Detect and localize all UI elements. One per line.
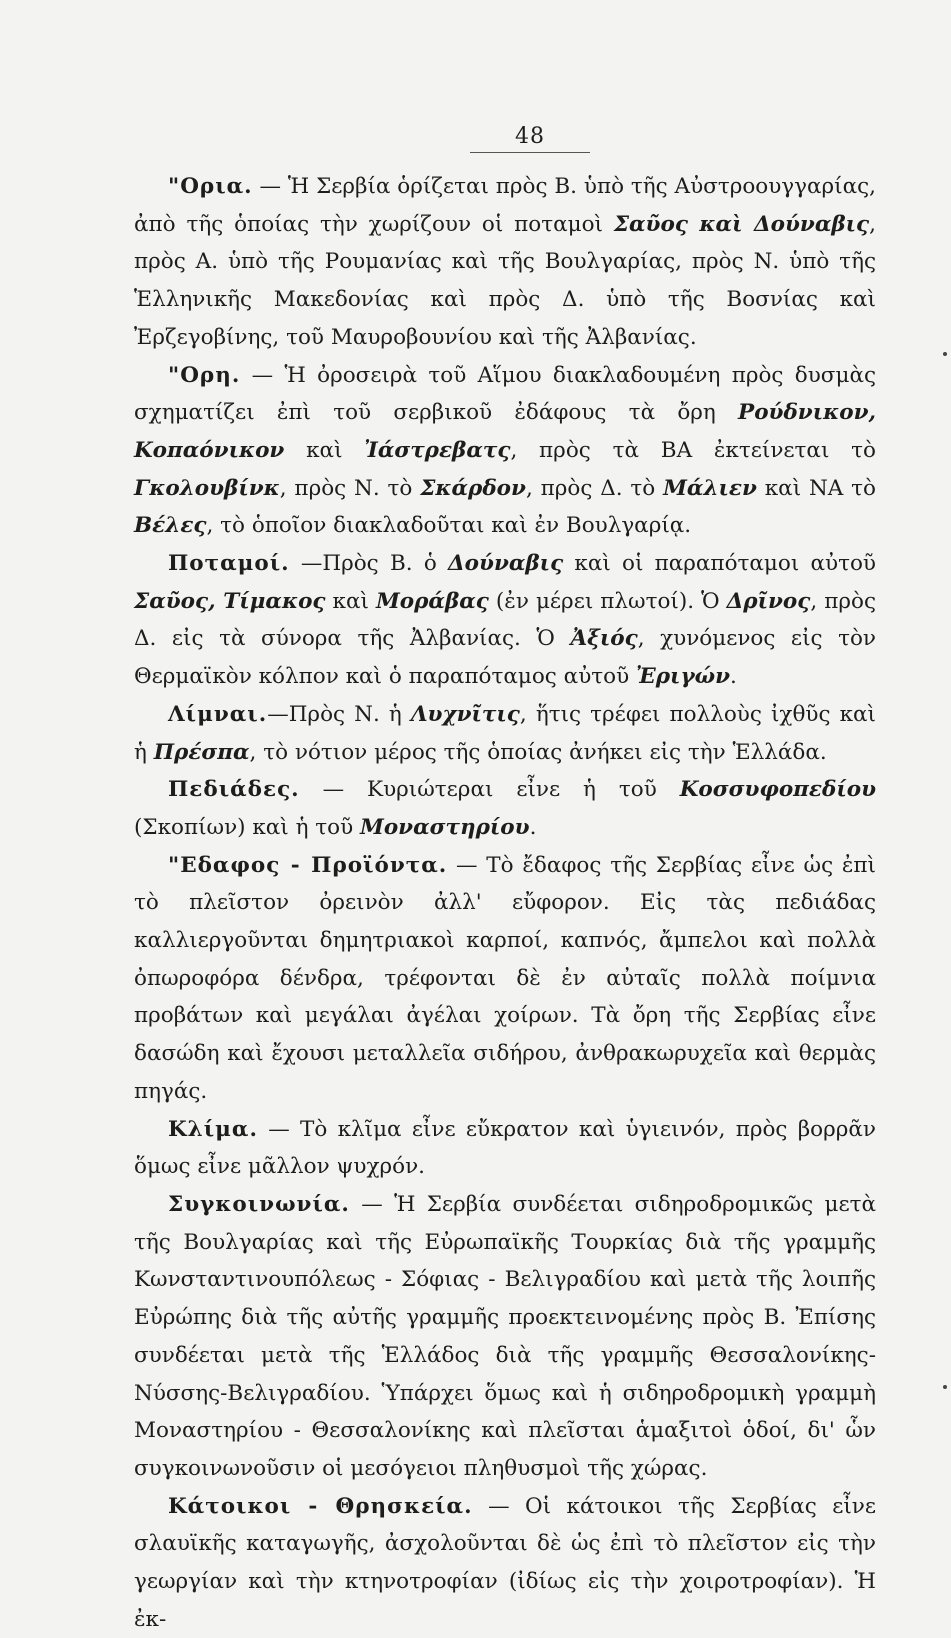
section-heading: "Ορη. bbox=[168, 362, 241, 388]
text-run: — Ἡ ὀροσειρὰ τοῦ Αἵμου διακλαδουμένη πρὸς δυσμὰς σχηματίζει ἐπὶ τοῦ σερβικοῦ ἐδάφους τὰ ὄρη bbox=[134, 362, 876, 426]
section-heading: Λίμναι. bbox=[168, 701, 268, 727]
paragraph bbox=[134, 847, 876, 1111]
paragraph bbox=[134, 545, 876, 696]
text-run: καὶ bbox=[325, 588, 376, 614]
paragraph bbox=[134, 696, 876, 771]
section-heading: "Ορια. bbox=[168, 174, 253, 199]
text-run: , χυνόμενος εἰς τὸν Θερμαϊκὸν κόλπον καὶ ὁ παραπόταμος αὐτοῦ bbox=[134, 626, 876, 690]
section-heading: Κλίμα. bbox=[168, 1116, 258, 1142]
proper-name: Πρέσπα bbox=[153, 739, 250, 765]
text-run: καὶ bbox=[284, 437, 365, 463]
proper-name: Λυχνῖτις bbox=[410, 701, 520, 727]
text-run: , ἥτις τρέφει πολλοὺς ἰχθῦς καὶ ἡ bbox=[134, 701, 876, 765]
section-heading: Πεδιάδες. bbox=[168, 777, 300, 803]
page-number-rule bbox=[470, 152, 590, 153]
paragraph bbox=[134, 1186, 876, 1488]
paragraph bbox=[134, 1488, 876, 1638]
text-run: . bbox=[529, 814, 537, 840]
text-run: —Πρὸς Ν. ἡ bbox=[267, 701, 411, 727]
proper-name: Σαῦος καὶ Δούναβις bbox=[613, 211, 870, 237]
proper-name: Ἐριγών bbox=[636, 664, 731, 690]
text-run: , πρὸς Ν. τὸ bbox=[279, 475, 421, 501]
text-run: , πρὸς Α. ὑπὸ τῆς Ρουμανίας καὶ τῆς Βουλγαρίας, πρὸς Ν. ὑπὸ τῆς Ἑλληνικῆς Μακεδονίας καὶ πρὸς Δ. ὑπὸ τῆς Βοσνίας καὶ Ἐρζεγοβίνης, τοῦ Μαυροβουνίου καὶ τῆς Ἀλβανίας. bbox=[134, 211, 876, 350]
text-run: (Σκοπίων) καὶ ἡ τοῦ bbox=[134, 814, 361, 840]
proper-name: Σαῦος, Τίμακος bbox=[134, 588, 326, 614]
text-run: — Ἡ Σερβία συνδέεται σιδηροδρομικῶς μετὰ τῆς Βουλγαρίας καὶ τῆς Εὐρωπαϊκῆς Τουρκίας διὰ τῆς γραμμῆς Κωνσταντινουπόλεως - Σόφιας - Βελιγραδίου καὶ μετὰ τῆς λοιπῆς Εὐρώπης διὰ τῆς αὐτῆς γραμμῆς προεκτεινομένης πρὸς Β. Ἐπίσης συνδέεται μετὰ τῆς Ἑλλάδος διὰ τῆς γραμμῆς Θεσσαλονίκης-Νύσσης-Βελιγραδίου. Ὑπάρχει ὅμως καὶ ἡ σιδηροδρομικὴ γραμμὴ Μοναστηρίου - Θεσσαλονίκης καὶ πλεῖσται ἁμαξιτοὶ ὁδοί, δι' ὧν συγκοινωνοῦσιν οἱ μεσόγειοι πληθυσμοὶ τῆς χώρας. bbox=[134, 1191, 876, 1481]
paragraph bbox=[134, 1111, 876, 1186]
proper-name: Μάλιεν bbox=[663, 475, 757, 501]
proper-name: Κοσσυφοπεδίου bbox=[679, 777, 876, 803]
section-heading: Κάτοικοι - Θρησκεία. bbox=[168, 1493, 473, 1519]
proper-name: Ρούδνικον, Κοπαόνικον bbox=[134, 400, 876, 463]
body-text bbox=[134, 168, 876, 1638]
text-run: — Οἱ κάτοικοι τῆς Σερβίας εἶνε σλαυϊκῆς καταγωγῆς, ἀσχολοῦνται δὲ ὡς ἐπὶ τὸ πλεῖστον εἰς τὴν γεωργίαν καὶ τὴν κτηνοτροφίαν (ἰδίως εἰς τὴν χοιροτροφίαν). Ἡ ἐκ- bbox=[134, 1493, 876, 1632]
text-run: — Κυριώτεραι εἶνε ἡ τοῦ bbox=[299, 777, 680, 803]
text-run: , πρὸς τὰ ΒΑ ἐκτείνεται τὸ bbox=[510, 437, 876, 463]
margin-dot bbox=[943, 1385, 947, 1389]
section-heading: Ποταμοί. bbox=[168, 551, 290, 577]
text-run: καὶ οἱ παραπόταμοι αὐτοῦ bbox=[563, 551, 876, 577]
text-run: — Τὸ κλῖμα εἶνε εὔκρατον καὶ ὑγιεινόν, πρὸς βορρᾶν ὅμως εἶνε μᾶλλον ψυχρόν. bbox=[134, 1116, 876, 1180]
text-run: — Ἡ Σερβία ὁρίζεται πρὸς Β. ὑπὸ τῆς Αὐστροουγγαρίας, ἀπὸ τῆς ὁποίας τὴν χωρίζουν οἱ ποταμοὶ bbox=[134, 174, 876, 237]
text-run: καὶ ΝΑ τὸ bbox=[756, 475, 876, 501]
text-run: , τὸ ὁποῖον διακλαδοῦται καὶ ἐν Βουλγαρίᾳ. bbox=[206, 513, 692, 539]
text-run: , πρὸς Δ. τὸ bbox=[525, 475, 664, 501]
proper-name: Σκάρδον bbox=[420, 475, 526, 501]
section-heading: Συγκοινωνία. bbox=[168, 1191, 350, 1217]
proper-name: Μοράβας bbox=[375, 588, 489, 614]
text-run: — Τὸ ἔδαφος τῆς Σερβίας εἶνε ὡς ἐπὶ τὸ πλεῖστον ὀρεινὸν ἀλλ' εὔφορον. Εἰς τὰς πεδιάδας καλλιεργοῦνται δημητριακοὶ καρποί, καπνός, ἄμπελοι καὶ πολλὰ ὀπωροφόρα δένδρα, τρέφονται δὲ ἐν αὐταῖς πολλὰ ποίμνια προβάτων καὶ μεγάλαι ἀγέλαι χοίρων. Τὰ ὄρη τῆς Σερβίας εἶνε δασώδη καὶ ἔχουσι μεταλλεῖα σιδήρου, ἀνθρακωρυχεῖα καὶ θερμὰς πηγάς. bbox=[134, 852, 876, 1104]
proper-name: Ἰάστρεβατς bbox=[364, 437, 511, 463]
proper-name: Βέλες bbox=[134, 513, 207, 539]
paragraph bbox=[134, 168, 876, 357]
proper-name: Μοναστηρίου bbox=[360, 814, 530, 840]
paragraph bbox=[134, 357, 876, 546]
text-run: , πρὸς Δ. εἰς τὰ σύνορα τῆς Ἀλβανίας. Ὁ bbox=[134, 588, 876, 652]
proper-name: Δρῖνος bbox=[726, 588, 811, 614]
paragraph bbox=[134, 771, 876, 846]
text-run: —Πρὸς Β. ὁ bbox=[289, 551, 448, 577]
text-run: , τὸ νότιον μέρος τῆς ὁποίας ἀνήκει εἰς τὴν Ἑλλάδα. bbox=[249, 739, 827, 765]
proper-name: Δούναβις bbox=[448, 551, 564, 577]
page-number: 48 bbox=[515, 124, 545, 149]
text-run: . bbox=[730, 664, 737, 690]
margin-dot bbox=[943, 352, 947, 356]
proper-name: Γκολουβίνκ bbox=[134, 475, 280, 501]
section-heading: "Εδαφος - Προϊόντα. bbox=[168, 852, 448, 878]
proper-name: Ἀξιός bbox=[570, 626, 638, 652]
text-run: (ἐν μέρει πλωτοί). Ὁ bbox=[488, 588, 727, 614]
